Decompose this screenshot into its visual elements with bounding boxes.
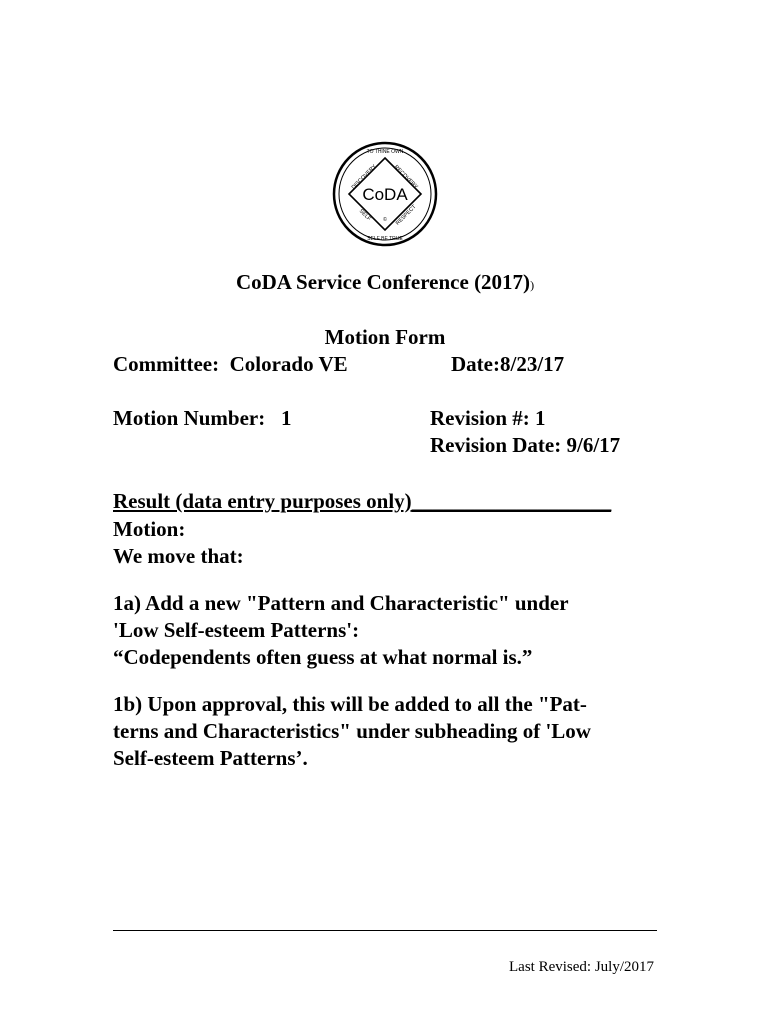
motion-number-value: 1 <box>280 406 292 430</box>
revision-date-line <box>430 433 620 458</box>
last-revised: Last Revised: July/2017 <box>509 959 654 975</box>
date-value: 8/23/17 <box>499 352 565 376</box>
item-1b-line-1: 1b) Upon approval, this will be added to all the "Pat- <box>113 692 587 716</box>
conference-title-text: CoDA Service Conference (2017) <box>235 270 531 294</box>
revision-date-value: 9/6/17 <box>566 433 621 457</box>
conference-title-suffix: ) <box>530 278 535 292</box>
revision-value: 1 <box>535 406 546 430</box>
footer-rule <box>113 930 657 931</box>
logo-lower-left: SELF <box>357 208 372 223</box>
form-title: Motion Form <box>324 325 446 349</box>
date-label: Date: <box>451 352 500 376</box>
conference-title <box>0 270 770 295</box>
logo-top-arc: TO THINE OWN <box>366 149 404 155</box>
logo-upper-left: DISCOVERY <box>350 163 378 191</box>
motion-number-line <box>113 406 291 431</box>
revision-label: Revision #: <box>430 406 530 430</box>
revision-line <box>430 406 546 431</box>
committee-line <box>113 352 348 377</box>
committee-value: Colorado VE <box>229 352 348 376</box>
logo-copyright: © <box>383 217 387 223</box>
item-1a-line-1: 1a) Add a new "Pattern and Characteristic" under <box>113 591 569 615</box>
result-label: Result (data entry purposes only) <box>113 489 412 513</box>
coda-logo <box>331 140 439 248</box>
logo-lower-right: RESPECT <box>394 203 418 227</box>
item-1b-line-3: Self-esteem Patterns’. <box>113 746 308 770</box>
item-1a-line-3: “Codependents often guess at what normal is.” <box>113 645 533 669</box>
date-line <box>451 352 564 377</box>
logo-center-text: CoDA <box>362 185 408 204</box>
item-1b-line-2: terns and Characteristics" under subheading of 'Low <box>113 719 591 743</box>
revision-date-label: Revision Date: <box>430 433 562 457</box>
item-1a-line-2: 'Low Self-esteem Patterns': <box>113 618 360 642</box>
motion-label: Motion: <box>113 517 186 541</box>
result-line <box>113 489 611 514</box>
logo-upper-right: RECOVERY <box>392 164 419 191</box>
motion-intro: We move that: <box>113 544 244 568</box>
motion-number-label: Motion Number: <box>113 406 266 430</box>
logo-bottom-arc: SELF BE TRUE <box>367 236 403 242</box>
committee-label: Committee: <box>113 352 220 376</box>
result-blank: ___________________ <box>411 489 612 513</box>
